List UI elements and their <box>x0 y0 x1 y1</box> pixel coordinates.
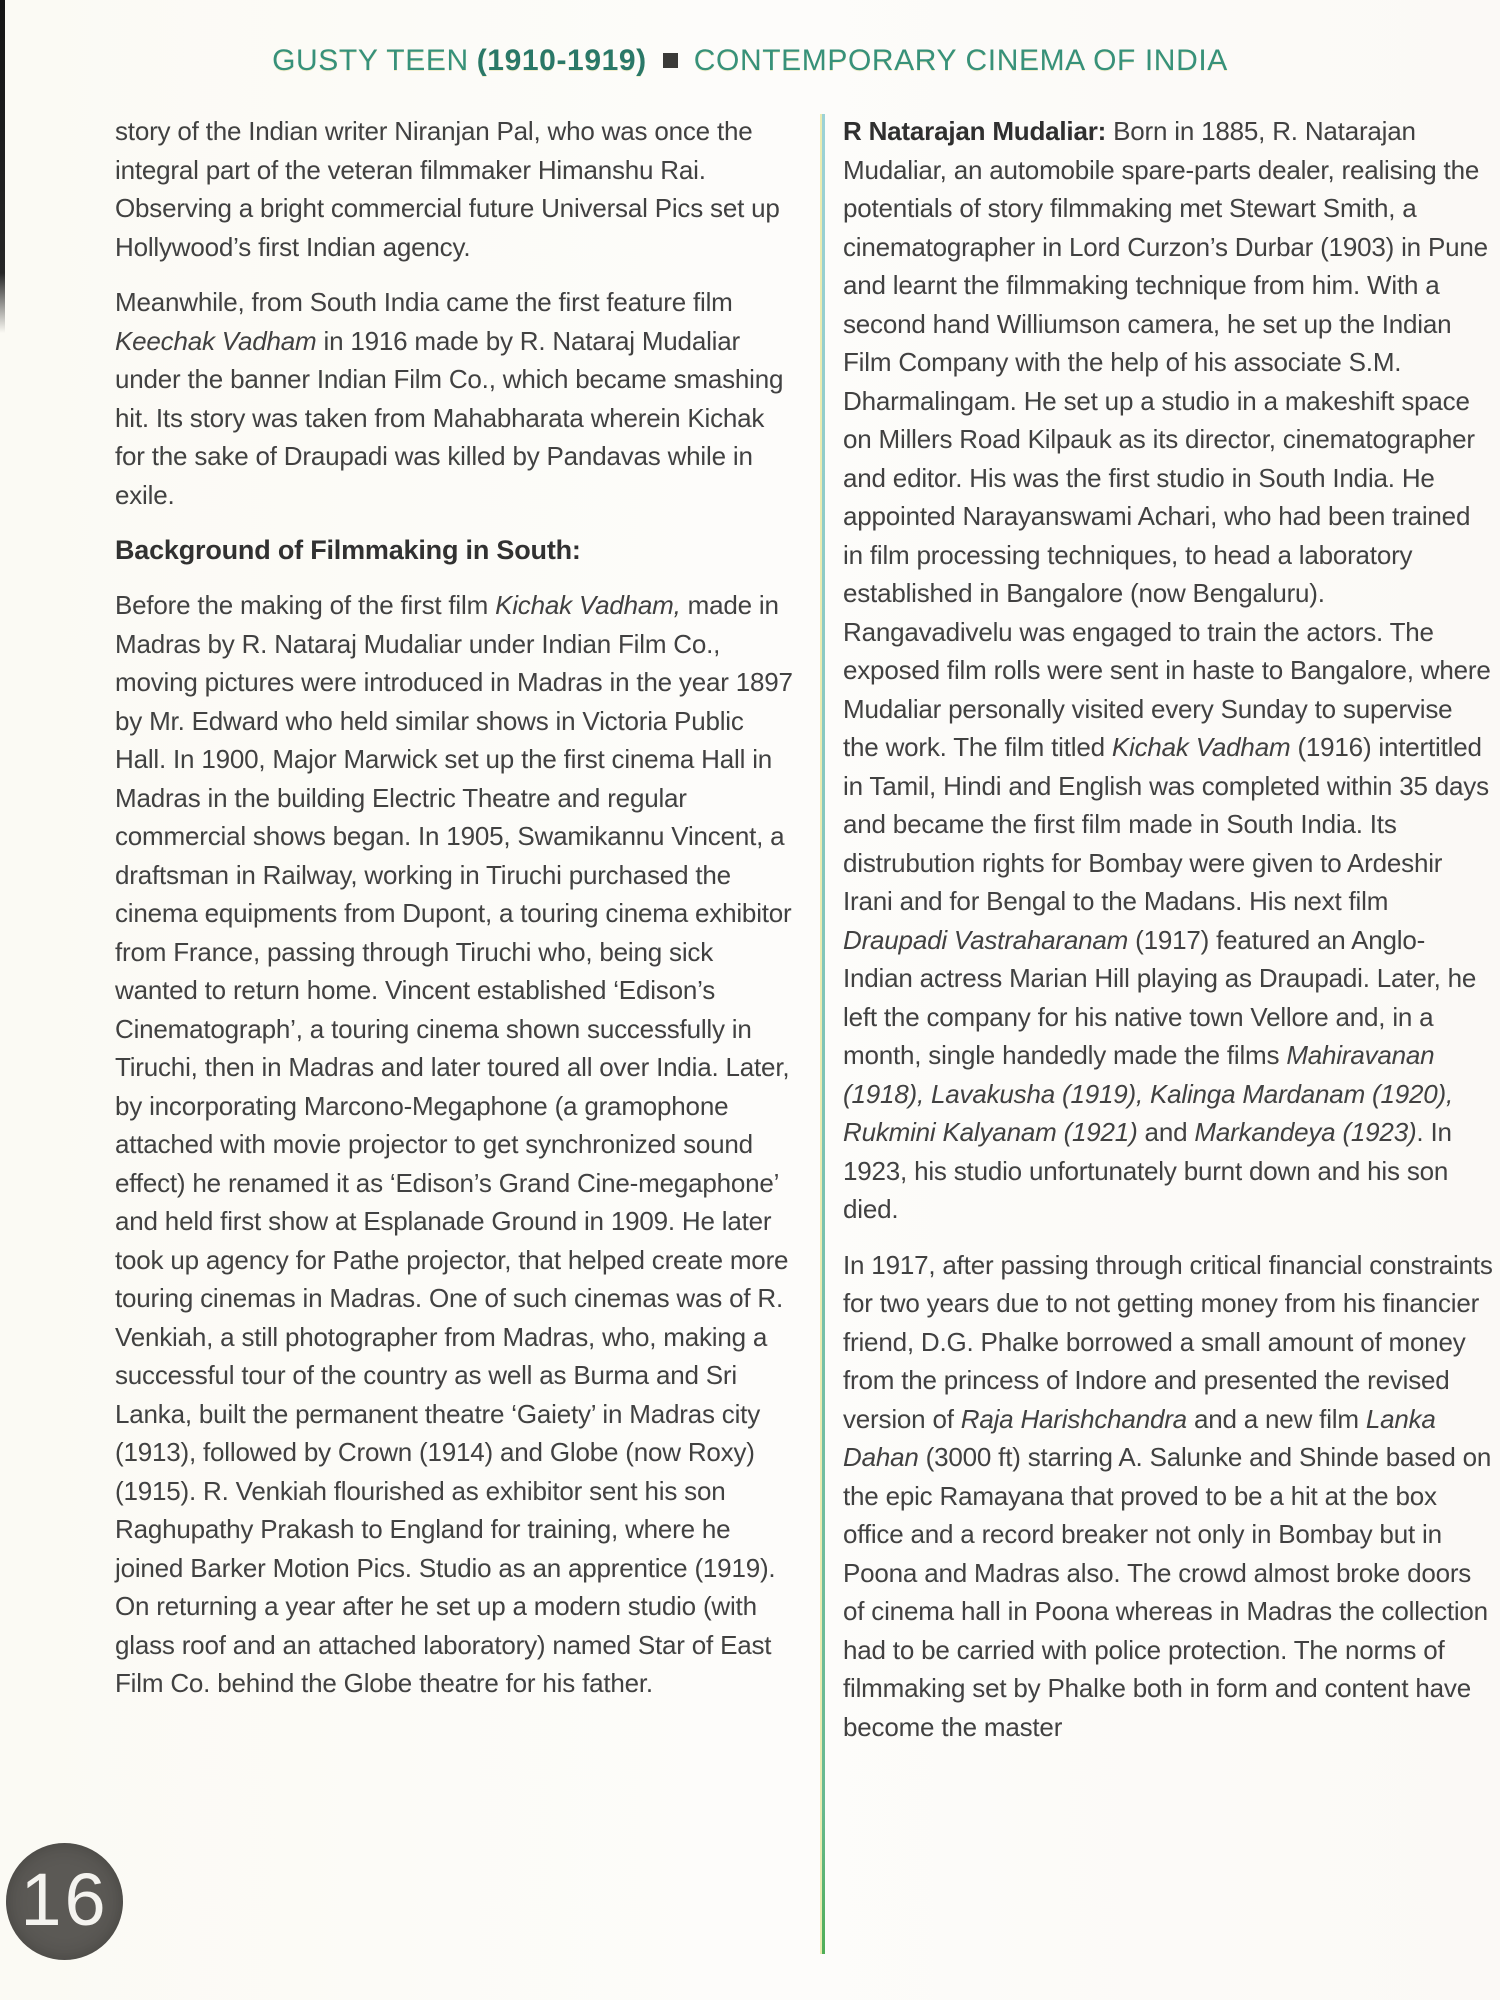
header-subtitle: CONTEMPORARY CINEMA OF INDIA <box>693 44 1228 77</box>
paragraph: Meanwhile, from South India came the first feature film Keechak Vadham in 1916 made by R. Nataraj Mudaliar under the banner Indian Film Co., which became smashing hit. Its story was taken from Mahabharata wherein Kichak for the sake of Draupadi was killed by Pandavas while in exile. <box>115 287 784 510</box>
header-years: (1910-1919) <box>476 44 647 77</box>
section-heading: Background of Filmmaking in South: <box>115 535 581 565</box>
right-column <box>843 112 1493 1763</box>
column-divider <box>822 114 825 1954</box>
page-number: 16 <box>20 1857 109 1941</box>
page-number-badge <box>6 1843 123 1960</box>
paragraph: In 1917, after passing through critical financial constraints for two years due to not getting money from his financier friend, D.G. Phalke borrowed a small amount of money from the princess of Indore and presented the revised version of Raja Harishchandra and a new film Lanka Dahan (3000 ft) starring A. Salunke and Shinde based on the epic Ramayana that proved to be a hit at the box office and a record breaker not only in Bombay but in Poona and Madras also. The crowd almost broke doors of cinema hall in Poona whereas in Madras the collection had to be carried with police protection. The norms of filmmaking set by Phalke both in form and content have become the master <box>843 1249 1493 1742</box>
paragraph: Before the making of the first film Kichak Vadham, made in Madras by R. Nataraj Mudaliar under Indian Film Co., moving pictures were introduced in Madras in the year 1897 by Mr. Edward who held similar shows in Victoria Public Hall. In 1900, Major Marwick set up the first cinema Hall in Madras in the building Electric Theatre and regular commercial shows began. In 1905, Swamikannu Vincent, a draftsman in Railway, working in Tiruchi purchased the cinema equipments from Dupont, a touring cinema exhibitor from France, passing through Tiruchi who, being sick wanted to return home. Vincent established ‘Edison’s Cinematograph’, a touring cinema shown successfully in Tiruchi, then in Madras and later toured all over India. Later, by incorporating Marcono-Megaphone (a gramophone attached with movie projector to get synchronized sound effect) he renamed it as ‘Edison’s Grand Cine-megaphone’ and held first show at Esplanade Ground in 1909. He later took up agency for Pathe projector, that helped create more touring cinemas in Madras. One of such cinemas was of R. Venkiah, a still photographer from Madras, who, making a successful tour of the country as well as Burma and Sri Lanka, built the permanent theatre ‘Gaiety’ in Madras city (1913), followed by Crown (1914) and Globe (now Roxy) (1915). R. Venkiah flourished as exhibitor sent his son Raghupathy Prakash to England for training, where he joined Barker Motion Pics. Studio as an apprentice (1919). On returning a year after he set up a modern studio (with glass roof and an attached laboratory) named Star of East Film Co. behind the Globe theatre for his father. <box>115 590 793 1698</box>
paragraph: story of the Indian writer Niranjan Pal, who was once the integral part of the veteran filmmaker Himanshu Rai. Observing a bright commercial future Universal Pics set up Hollywood’s first Indian agency. <box>115 116 780 262</box>
left-column <box>115 112 793 1720</box>
page-header <box>60 44 1440 78</box>
paragraph: R Natarajan Mudaliar: Born in 1885, R. Natarajan Mudaliar, an automobile spare-parts dealer, realising the potentials of story filmmaking met Stewart Smith, a cinematographer in Lord Curzon’s Durbar (1903) in Pune and learnt the filmmaking technique from him. With a second hand Williumson camera, he set up the Indian Film Company with the help of his associate S.M. Dharmalingam. He set up a studio in a makeshift space on Millers Road Kilpauk as its director, cinematographer and editor. His was the first studio in South India. He appointed Narayanswami Achari, who had been trained in film processing techniques, to head a laboratory established in Bangalore (now Bengaluru). Rangavadivelu was engaged to train the actors. The exposed film rolls were sent in haste to Bangalore, where Mudaliar personally visited every Sunday to supervise the work. The film titled Kichak Vadham (1916) intertitled in Tamil, Hindi and English was completed within 35 days and became the first film made in South India. Its distrubution rights for Bombay were given to Ardeshir Irani and for Bengal to the Madans. His next film Draupadi Vastraharanam (1917) featured an Anglo-Indian actress Marian Hill playing as Draupadi. Later, he left the company for his native town Vellore and, in a month, single handedly made the films Mahiravanan (1918), Lavakusha (1919), Kalinga Mardanam (1920), Rukmini Kalyanam (1921) and Markandeya (1923). In 1923, his studio unfortunately burnt down and his son died. <box>843 116 1491 1224</box>
header-title: GUSTY TEEN <box>272 44 469 77</box>
square-bullet-icon <box>663 53 678 68</box>
scan-edge-artifact <box>0 0 5 333</box>
